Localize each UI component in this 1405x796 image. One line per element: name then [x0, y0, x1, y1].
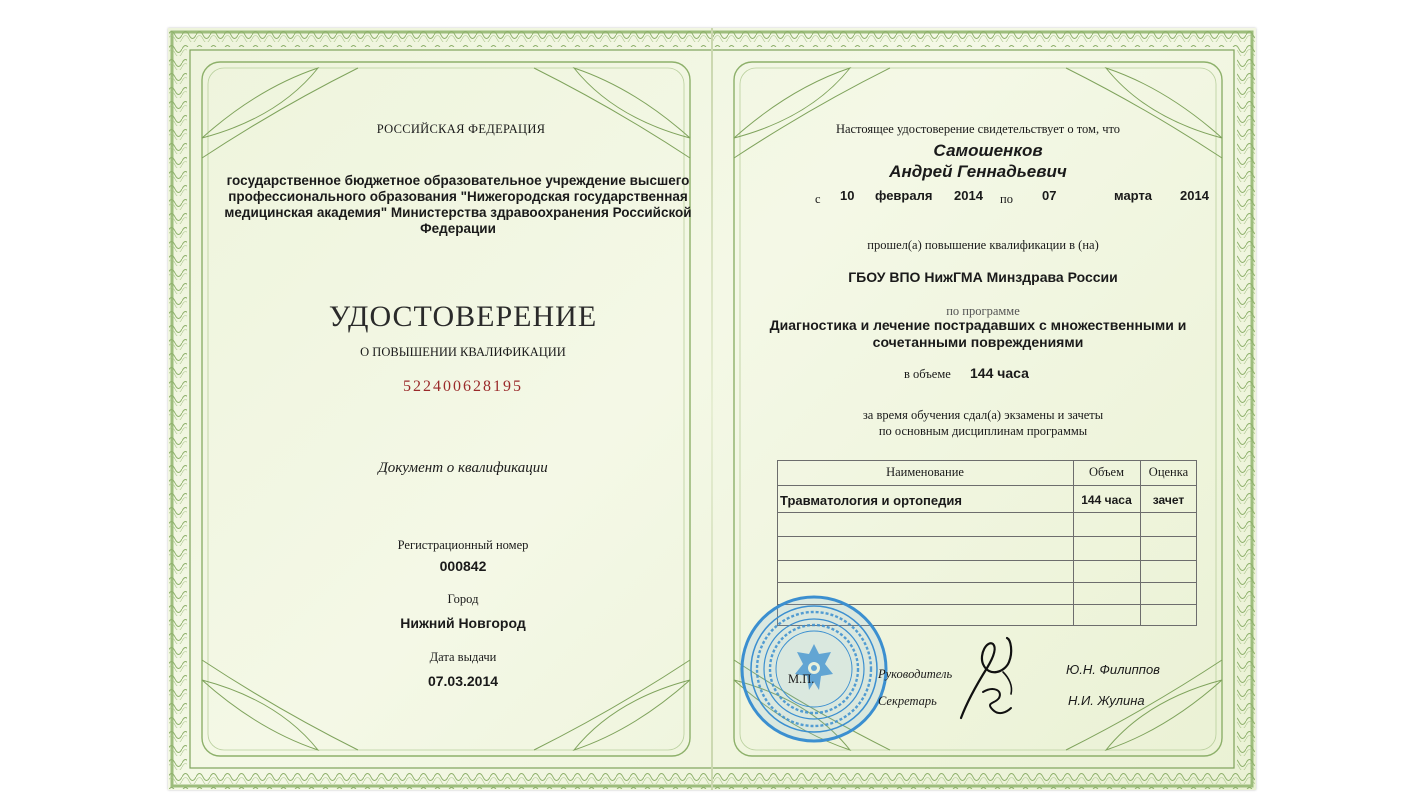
to-year: 2014 [1180, 188, 1209, 203]
exams-line-2: по основным дисциплинам программы [878, 424, 1088, 438]
doc-subtitle: О ПОВЫШЕНИИ КВАЛИФИКАЦИИ [360, 345, 566, 359]
institution-line-1: государственное бюджетное образовательное учреждение высшего [226, 173, 690, 188]
secretary-label: Секретарь [878, 694, 937, 708]
to-month: марта [1114, 188, 1153, 203]
head-label: Руководитель [878, 667, 953, 681]
city-value: Нижний Новгород [400, 615, 526, 631]
from-label: с [815, 192, 821, 206]
table-header-grade: Оценка [1148, 465, 1189, 479]
to-label: по [1000, 192, 1013, 206]
program-line-1: Диагностика и лечение пострадавших с множественными и [769, 317, 1187, 333]
volume-value: 144 часа [970, 365, 1029, 381]
page-fold [711, 28, 713, 790]
organization: ГБОУ ВПО НижГМА Минздрава России [848, 269, 1118, 285]
head-name: Ю.Н. Филиппов [1066, 662, 1160, 677]
institution-line-2: профессионального образования "Нижегородская государственная [228, 189, 688, 204]
signature-icon [953, 632, 1033, 726]
secretary-name: Н.И. Жулина [1068, 693, 1145, 708]
institution-line-4: Федерации [420, 221, 496, 236]
table-row-1-grade: зачет [1152, 493, 1185, 507]
program-label: по программе [946, 304, 1020, 318]
certifies-text: Настоящее удостоверение свидетельствует о том, что [835, 122, 1121, 136]
doc-type: Документ о квалификации [378, 460, 548, 476]
country-header: РОССИЙСКАЯ ФЕДЕРАЦИЯ [376, 122, 546, 136]
table-header-volume: Объем [1089, 465, 1124, 479]
from-day: 10 [840, 188, 855, 203]
exams-line-1: за время обучения сдал(а) экзамены и зачеты [862, 408, 1104, 422]
reg-number-label: Регистрационный номер [397, 538, 529, 552]
from-year: 2014 [954, 188, 983, 203]
city-label: Город [447, 592, 479, 606]
issue-date: 07.03.2014 [427, 673, 499, 689]
table-row-1-name: Травматология и ортопедия [780, 493, 962, 508]
institution-line-3: медицинская академия" Министерства здравоохранения Российской [224, 205, 692, 220]
to-day: 07 [1042, 188, 1057, 203]
table-header-name: Наименование [886, 465, 964, 479]
from-month: февраля [875, 188, 933, 203]
program-line-2: сочетанными повреждениями [872, 334, 1084, 350]
stamp-place: М.П. [788, 672, 815, 686]
doc-title: УДОСТОВЕРЕНИЕ [328, 300, 598, 333]
name-patronymic: Андрей Геннадьевич [889, 162, 1067, 181]
table-row-1-volume: 144 часа [1081, 493, 1132, 507]
official-stamp-icon [739, 594, 889, 744]
certificate-document [168, 28, 1256, 790]
serial-number: 522400628195 [403, 378, 523, 395]
surname: Самошенков [933, 141, 1043, 160]
volume-label: в объеме [904, 367, 951, 381]
issue-date-label: Дата выдачи [429, 650, 497, 664]
reg-number: 000842 [439, 558, 487, 574]
completed-text: прошел(а) повышение квалификации в (на) [867, 238, 1099, 252]
